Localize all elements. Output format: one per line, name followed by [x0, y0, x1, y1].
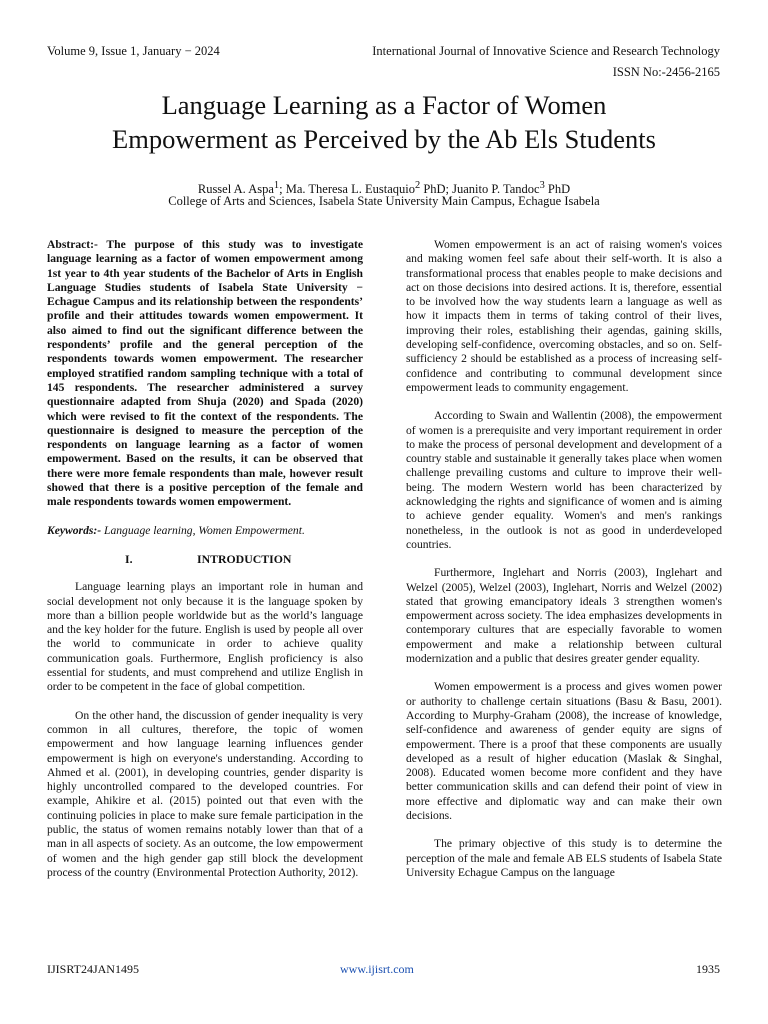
author-3: PhD; Juanito P. Tandoc [420, 182, 540, 197]
keywords [47, 524, 363, 538]
section-number: I. [125, 551, 133, 566]
author-3-affil: 3 [539, 180, 545, 191]
page-number: 1935 [696, 962, 720, 976]
affiliation: College of Arts and Sciences, Isabela State University Main Campus, Echague Isabela [168, 194, 600, 208]
body-paragraph: On the other hand, the discussion of gender inequality is very common in all cultures, therefore, the topic of women empowerment and how language learning influences gender empowerment is high on everyone's understanding. According to Ahmed et al. (2001), in developing countries, gender disparity is highly uncontrolled compared to the developed countries. For example, Ahikire et al. (2015) pointed out that even with the continuing policies in place to make sure female participation in the public, the status of women remains notably lower than that of a man in all aspects of society. As an outcome, the low empowerment of women and the high gender gap still block the development process of the country (Environmental Protection Authority, 2012). [47, 708, 363, 879]
volume-info: Volume 9, Issue 1, January − 2024 [47, 44, 220, 58]
author-3-degree: PhD [544, 182, 571, 197]
paper-title [30, 88, 738, 156]
author-1: Russel A. Aspa [197, 182, 274, 197]
right-column [406, 238, 722, 894]
journal-link[interactable]: www.ijisrt.com [340, 962, 414, 976]
paper-id: IJISRT24JAN1495 [47, 962, 139, 976]
section-heading [47, 552, 363, 566]
body-paragraph: Women empowerment is an act of raising women's voices and making women feel safe about their self-worth. It is also a transformational process that enables people to make decisions and act on those decisions into desired actions. It is, therefore, essential to be involved how the way students learn a language as well as how it impacts them in terms of taking control of their lives, improving their roles, establishing their agendas, gaining skills, developing self-confidence, overcoming obstacles, and so on. Self-sufficiency 2 should be established as a process of increasing self-confidence and contributing to communal development since empowerment leads to community engagement. [406, 238, 722, 394]
body-paragraph: The primary objective of this study is to determine the perception of the male and female AB ELS students of Isabela State University Echague Campus on the language [406, 837, 722, 879]
title-line-2: Empowerment as Perceived by the Ab Els Students [112, 124, 656, 154]
journal-name: International Journal of Innovative Science and Research Technology [372, 44, 720, 58]
keywords-text: Language learning, Women Empowerment. [101, 523, 305, 537]
issn: ISSN No:-2456-2165 [612, 65, 720, 79]
title-line-1: Language Learning as a Factor of Women [161, 90, 607, 120]
body-paragraph: Language learning plays an important role in human and social development not only because it is the language spoken by more than a billion people worldwide but as the world’s language and the key holder for the future. English is used by people all over the world to communicate in order to achieve quality communication goals. Furthermore, English proficiency is also essential for students, and must comprehend and utilize English in order to be competent in the face of global competition. [47, 580, 363, 694]
author-2-affil: 2 [414, 180, 421, 191]
author-2: ; Ma. Theresa L. Eustaquio [279, 182, 415, 197]
body-paragraph: According to Swain and Wallentin (2008), the empowerment of women is a prerequisite and very important requirement in order to make the process of personal development and development of a country stable and sustainable it generally takes place when women challenge prevailing customs and culture to improve their well-being. The modern Western world has been characterized by acknowledging the rights and significance of women and is aiming to achieve gender equality. Women's and men's rankings nonetheless, in the outlook is not as good in underdeveloped countries. [406, 409, 722, 551]
abstract: Abstract:- The purpose of this study was to investigate language learning as a factor of women empowerment among 1st year to 4th year students of the Bachelor of Arts in English Language Studies students of Isabela State University − Echague Campus and its relationship between the respondents’ profile and their attitudes towards women empowerment. It also aimed to find out the significant difference between the respondents’ profile and the general perception of the respondents towards women empowerment. The researcher employed stratified random sampling technique with a total of 145 respondents. The researcher administered a survey questionnaire adapted from Shuja (2020) and Spada (2020) which were revised to fit the context of the respondents. The questionnaire is designed to measure the perception of the respondents on language learning as a factor of women empowerment. Based on the results, it can be observed that there were more female respondents than male, however result showed that there is a positive perception of the female and male respondents towards women empowerment. [47, 238, 363, 509]
left-column [47, 238, 363, 894]
body-paragraph: Women empowerment is a process and gives women power or authority to challenge certain situations (Basu & Basu, 2001). According to Murphy-Graham (2008), the increase of knowledge, self-confidence and awareness of gender equity are signs of empowerment. There is a proof that these components are usually developed as a result of higher education (Maslak & Singhal, 2008). Educated women become more confident and they have better communication skills and can defend their point of view in more effective and diplomatic way and can make their own decisions. [406, 680, 722, 822]
author-1-affil: 1 [273, 180, 280, 191]
body-paragraph: Furthermore, Inglehart and Norris (2003), Inglehart and Welzel (2005), Welzel (2003), Inglehart, Norris and Welzel (2002) stated that growing emancipatory ideals 3 strengthen women's empowerment across society. The idea emphasizes developments in contemporary cultures that are especially favorable to women empowerment and make a relationship between cultural modernization and a public that desires greater gender equality. [406, 566, 722, 666]
section-title: INTRODUCTION [197, 551, 292, 566]
keywords-label: Keywords:- [47, 523, 102, 537]
